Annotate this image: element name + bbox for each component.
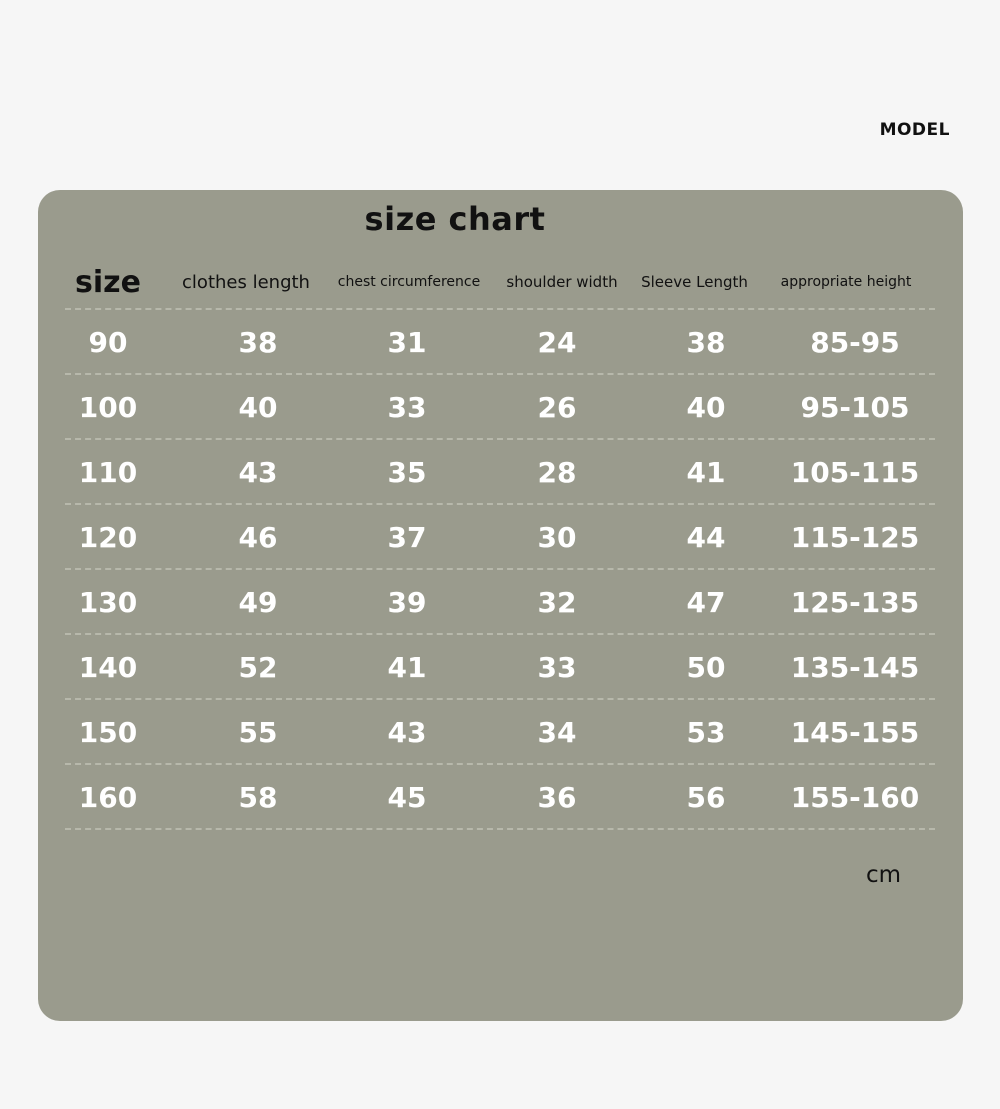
cell-shoulder-width: 24 bbox=[537, 326, 577, 359]
cell-sleeve-length: 44 bbox=[686, 521, 726, 554]
cell-appropriate-height: 95-105 bbox=[800, 391, 910, 424]
cell-sleeve-length: 53 bbox=[686, 716, 726, 749]
cell-sleeve-length: 56 bbox=[686, 781, 726, 814]
cell-sleeve-length: 47 bbox=[686, 586, 726, 619]
header-sleeve-length: Sleeve Length bbox=[641, 273, 748, 291]
header-appropriate-height: appropriate height bbox=[780, 274, 912, 290]
cell-size: 160 bbox=[78, 781, 138, 814]
table-row bbox=[0, 505, 1000, 570]
cell-chest-circumference: 31 bbox=[387, 326, 427, 359]
row-divider bbox=[65, 828, 935, 830]
header-size: size bbox=[75, 264, 141, 300]
cell-clothes-length: 58 bbox=[238, 781, 278, 814]
cell-clothes-length: 55 bbox=[238, 716, 278, 749]
cell-shoulder-width: 36 bbox=[537, 781, 577, 814]
cell-chest-circumference: 41 bbox=[387, 651, 427, 684]
cell-appropriate-height: 115-125 bbox=[790, 521, 920, 554]
cell-appropriate-height: 125-135 bbox=[790, 586, 920, 619]
header-chest-circumference: chest circumference bbox=[337, 274, 481, 290]
cell-size: 90 bbox=[88, 326, 128, 359]
header-clothes-length: clothes length bbox=[182, 271, 310, 293]
cell-appropriate-height: 145-155 bbox=[790, 716, 920, 749]
cell-size: 140 bbox=[78, 651, 138, 684]
cell-chest-circumference: 33 bbox=[387, 391, 427, 424]
cell-shoulder-width: 34 bbox=[537, 716, 577, 749]
cell-clothes-length: 46 bbox=[238, 521, 278, 554]
cell-clothes-length: 38 bbox=[238, 326, 278, 359]
cell-shoulder-width: 33 bbox=[537, 651, 577, 684]
cell-clothes-length: 52 bbox=[238, 651, 278, 684]
cell-appropriate-height: 85-95 bbox=[810, 326, 900, 359]
chart-title: size chart bbox=[364, 200, 546, 238]
cell-appropriate-height: 155-160 bbox=[790, 781, 920, 814]
table-row bbox=[0, 765, 1000, 830]
cell-clothes-length: 49 bbox=[238, 586, 278, 619]
cell-sleeve-length: 40 bbox=[686, 391, 726, 424]
cell-appropriate-height: 105-115 bbox=[790, 456, 920, 489]
cell-chest-circumference: 35 bbox=[387, 456, 427, 489]
cell-size: 100 bbox=[78, 391, 138, 424]
unit-label: cm bbox=[866, 862, 902, 888]
cell-sleeve-length: 38 bbox=[686, 326, 726, 359]
table-row bbox=[0, 570, 1000, 635]
cell-sleeve-length: 50 bbox=[686, 651, 726, 684]
cell-size: 110 bbox=[78, 456, 138, 489]
cell-chest-circumference: 45 bbox=[387, 781, 427, 814]
cell-clothes-length: 43 bbox=[238, 456, 278, 489]
table-row bbox=[0, 310, 1000, 375]
brand-label: MODEL bbox=[879, 120, 950, 140]
cell-shoulder-width: 32 bbox=[537, 586, 577, 619]
table-row bbox=[0, 635, 1000, 700]
cell-shoulder-width: 26 bbox=[537, 391, 577, 424]
cell-chest-circumference: 43 bbox=[387, 716, 427, 749]
cell-size: 120 bbox=[78, 521, 138, 554]
cell-chest-circumference: 39 bbox=[387, 586, 427, 619]
cell-sleeve-length: 41 bbox=[686, 456, 726, 489]
header-shoulder-width: shoulder width bbox=[506, 273, 618, 291]
cell-shoulder-width: 30 bbox=[537, 521, 577, 554]
cell-shoulder-width: 28 bbox=[537, 456, 577, 489]
table-row bbox=[0, 440, 1000, 505]
cell-appropriate-height: 135-145 bbox=[790, 651, 920, 684]
cell-size: 130 bbox=[78, 586, 138, 619]
table-row bbox=[0, 700, 1000, 765]
cell-clothes-length: 40 bbox=[238, 391, 278, 424]
cell-size: 150 bbox=[78, 716, 138, 749]
table-row bbox=[0, 375, 1000, 440]
table-header bbox=[0, 262, 1000, 302]
cell-chest-circumference: 37 bbox=[387, 521, 427, 554]
